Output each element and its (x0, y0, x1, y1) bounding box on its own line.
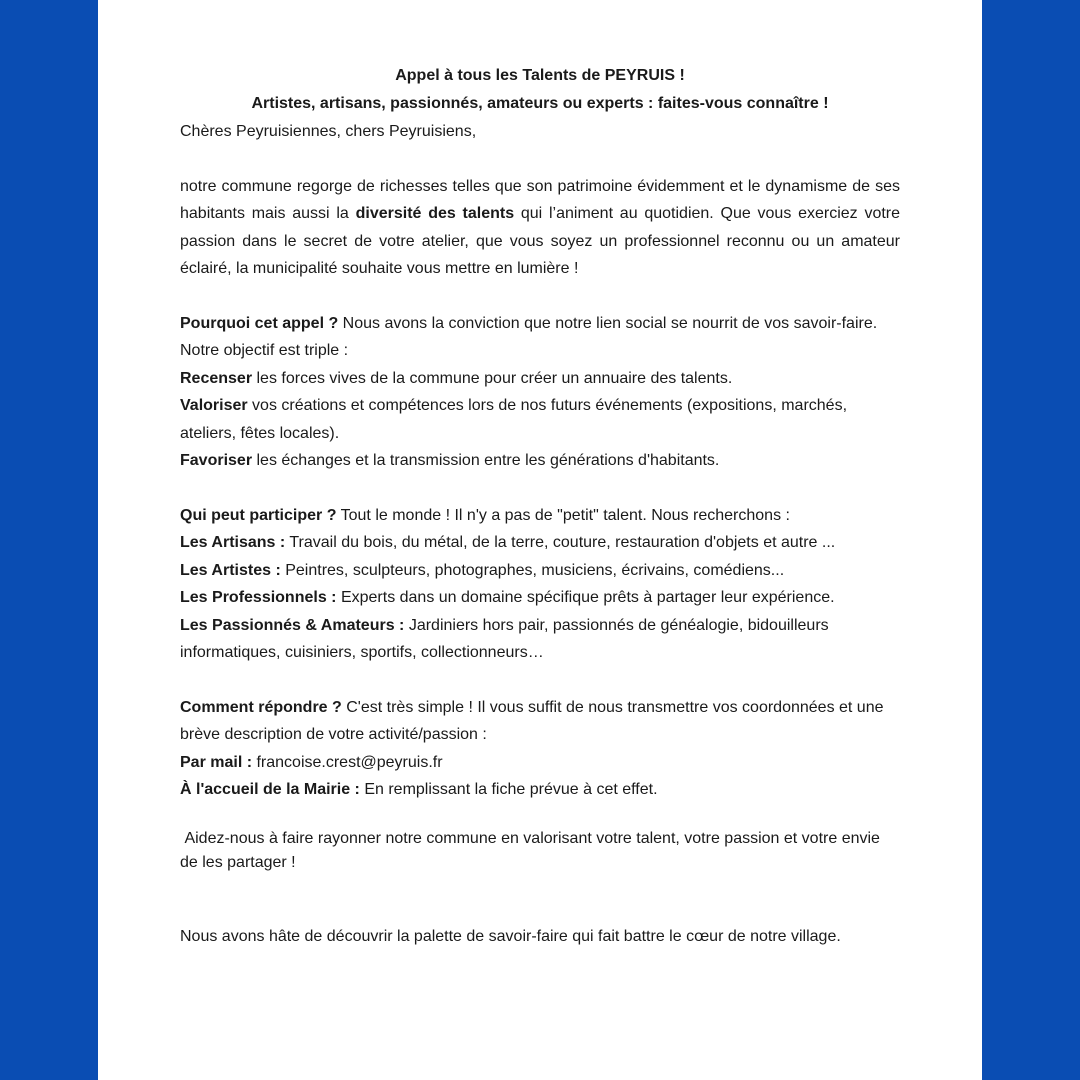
why-item-text: les échanges et la transmission entre les générations d'habitants. (252, 452, 720, 469)
who-item-label: Les Passionnés & Amateurs : (180, 616, 405, 634)
why-item-text: les forces vives de la commune pour créer un annuaire des talents. (252, 369, 733, 387)
why-text: Nous avons la conviction que notre lien social se nourrit de vos savoir-faire. Notre objectif est triple : (180, 314, 878, 359)
who-item-text: Experts dans un domaine spécifique prêts à partager leur expérience. (336, 589, 835, 606)
why-item (180, 447, 900, 475)
why-item (180, 392, 900, 447)
why-item-label: Valoriser (180, 397, 248, 414)
intro-text-1: notre commune regorge de richesses telles que son patrimoine évidemment et le dynamisme de ses habitants mais aussi la (180, 177, 900, 222)
why-item-text: vos créations et compétences lors de nos futurs événements (expositions, marchés, ateliers, fêtes locales). (180, 397, 848, 442)
who-item-label: Les Artisans : (180, 534, 286, 551)
intro-text-2: qui l’animent au quotidien. Que vous exerciez votre passion dans le secret de votre atelier, que vous soyez un professionnel reconnu ou un amateur éclairé, la municipalité souhaite vous mettre en lumière ! (180, 205, 901, 277)
how-item-mairie (180, 776, 900, 804)
who-item-label: Les Artistes : (180, 561, 281, 579)
why-heading: Pourquoi cet appel ? (180, 314, 339, 332)
intro-highlight: diversité des talents (355, 205, 515, 222)
document-subtitle: Artistes, artisans, passionnés, amateurs ou experts : faites-vous connaître ! (251, 95, 829, 112)
contact-email: francoise.crest@peyruis.fr (252, 753, 443, 771)
why-item (180, 365, 900, 393)
who-heading: Qui peut participer ? (180, 506, 337, 524)
closing-paragraph: Aidez-nous à faire rayonner notre commune en valorisant votre talent, votre passion et votre envie de les partager ! (180, 829, 885, 871)
how-item-label: Par mail : (180, 753, 253, 771)
who-item-label: Les Professionnels : (180, 589, 337, 606)
document-title: Appel à tous les Talents de PEYRUIS ! (395, 67, 685, 84)
how-item-text: En remplissant la fiche prévue à cet effet. (359, 781, 658, 798)
who-item (180, 584, 900, 612)
greeting: Chères Peyruisiennes, chers Peyruisiens, (180, 123, 477, 140)
document-content (180, 62, 900, 950)
why-item-label: Recenser (180, 369, 253, 387)
intro-paragraph (180, 173, 900, 283)
who-item (180, 612, 900, 667)
how-paragraph (180, 694, 900, 749)
who-paragraph (180, 502, 900, 530)
who-item (180, 529, 900, 557)
who-item-text: Jardiniers hors pair, passionnés de généalogie, bidouilleurs informatiques, cuisiniers, sportifs, collectionneurs… (180, 616, 829, 661)
who-text: Tout le monde ! Il n'y a pas de "petit" talent. Nous recherchons : (336, 506, 790, 524)
how-text: C'est très simple ! Il vous suffit de nous transmettre vos coordonnées et une brève description de votre activité/passion : (180, 698, 884, 743)
who-item-text: Travail du bois, du métal, de la terre, couture, restauration d'objets et autre ... (285, 534, 836, 551)
closing-sentence: Nous avons hâte de découvrir la palette de savoir-faire qui fait battre le cœur de notre village. (180, 927, 841, 945)
who-item-text: Peintres, sculpteurs, photographes, musiciens, écrivains, comédiens... (280, 561, 785, 579)
how-item-label: À l'accueil de la Mairie : (180, 781, 360, 798)
how-heading: Comment répondre ? (180, 698, 342, 716)
why-paragraph (180, 310, 900, 365)
how-item-mail (180, 749, 900, 777)
who-item (180, 557, 900, 585)
why-item-label: Favoriser (180, 452, 253, 469)
document-page (98, 0, 982, 1080)
